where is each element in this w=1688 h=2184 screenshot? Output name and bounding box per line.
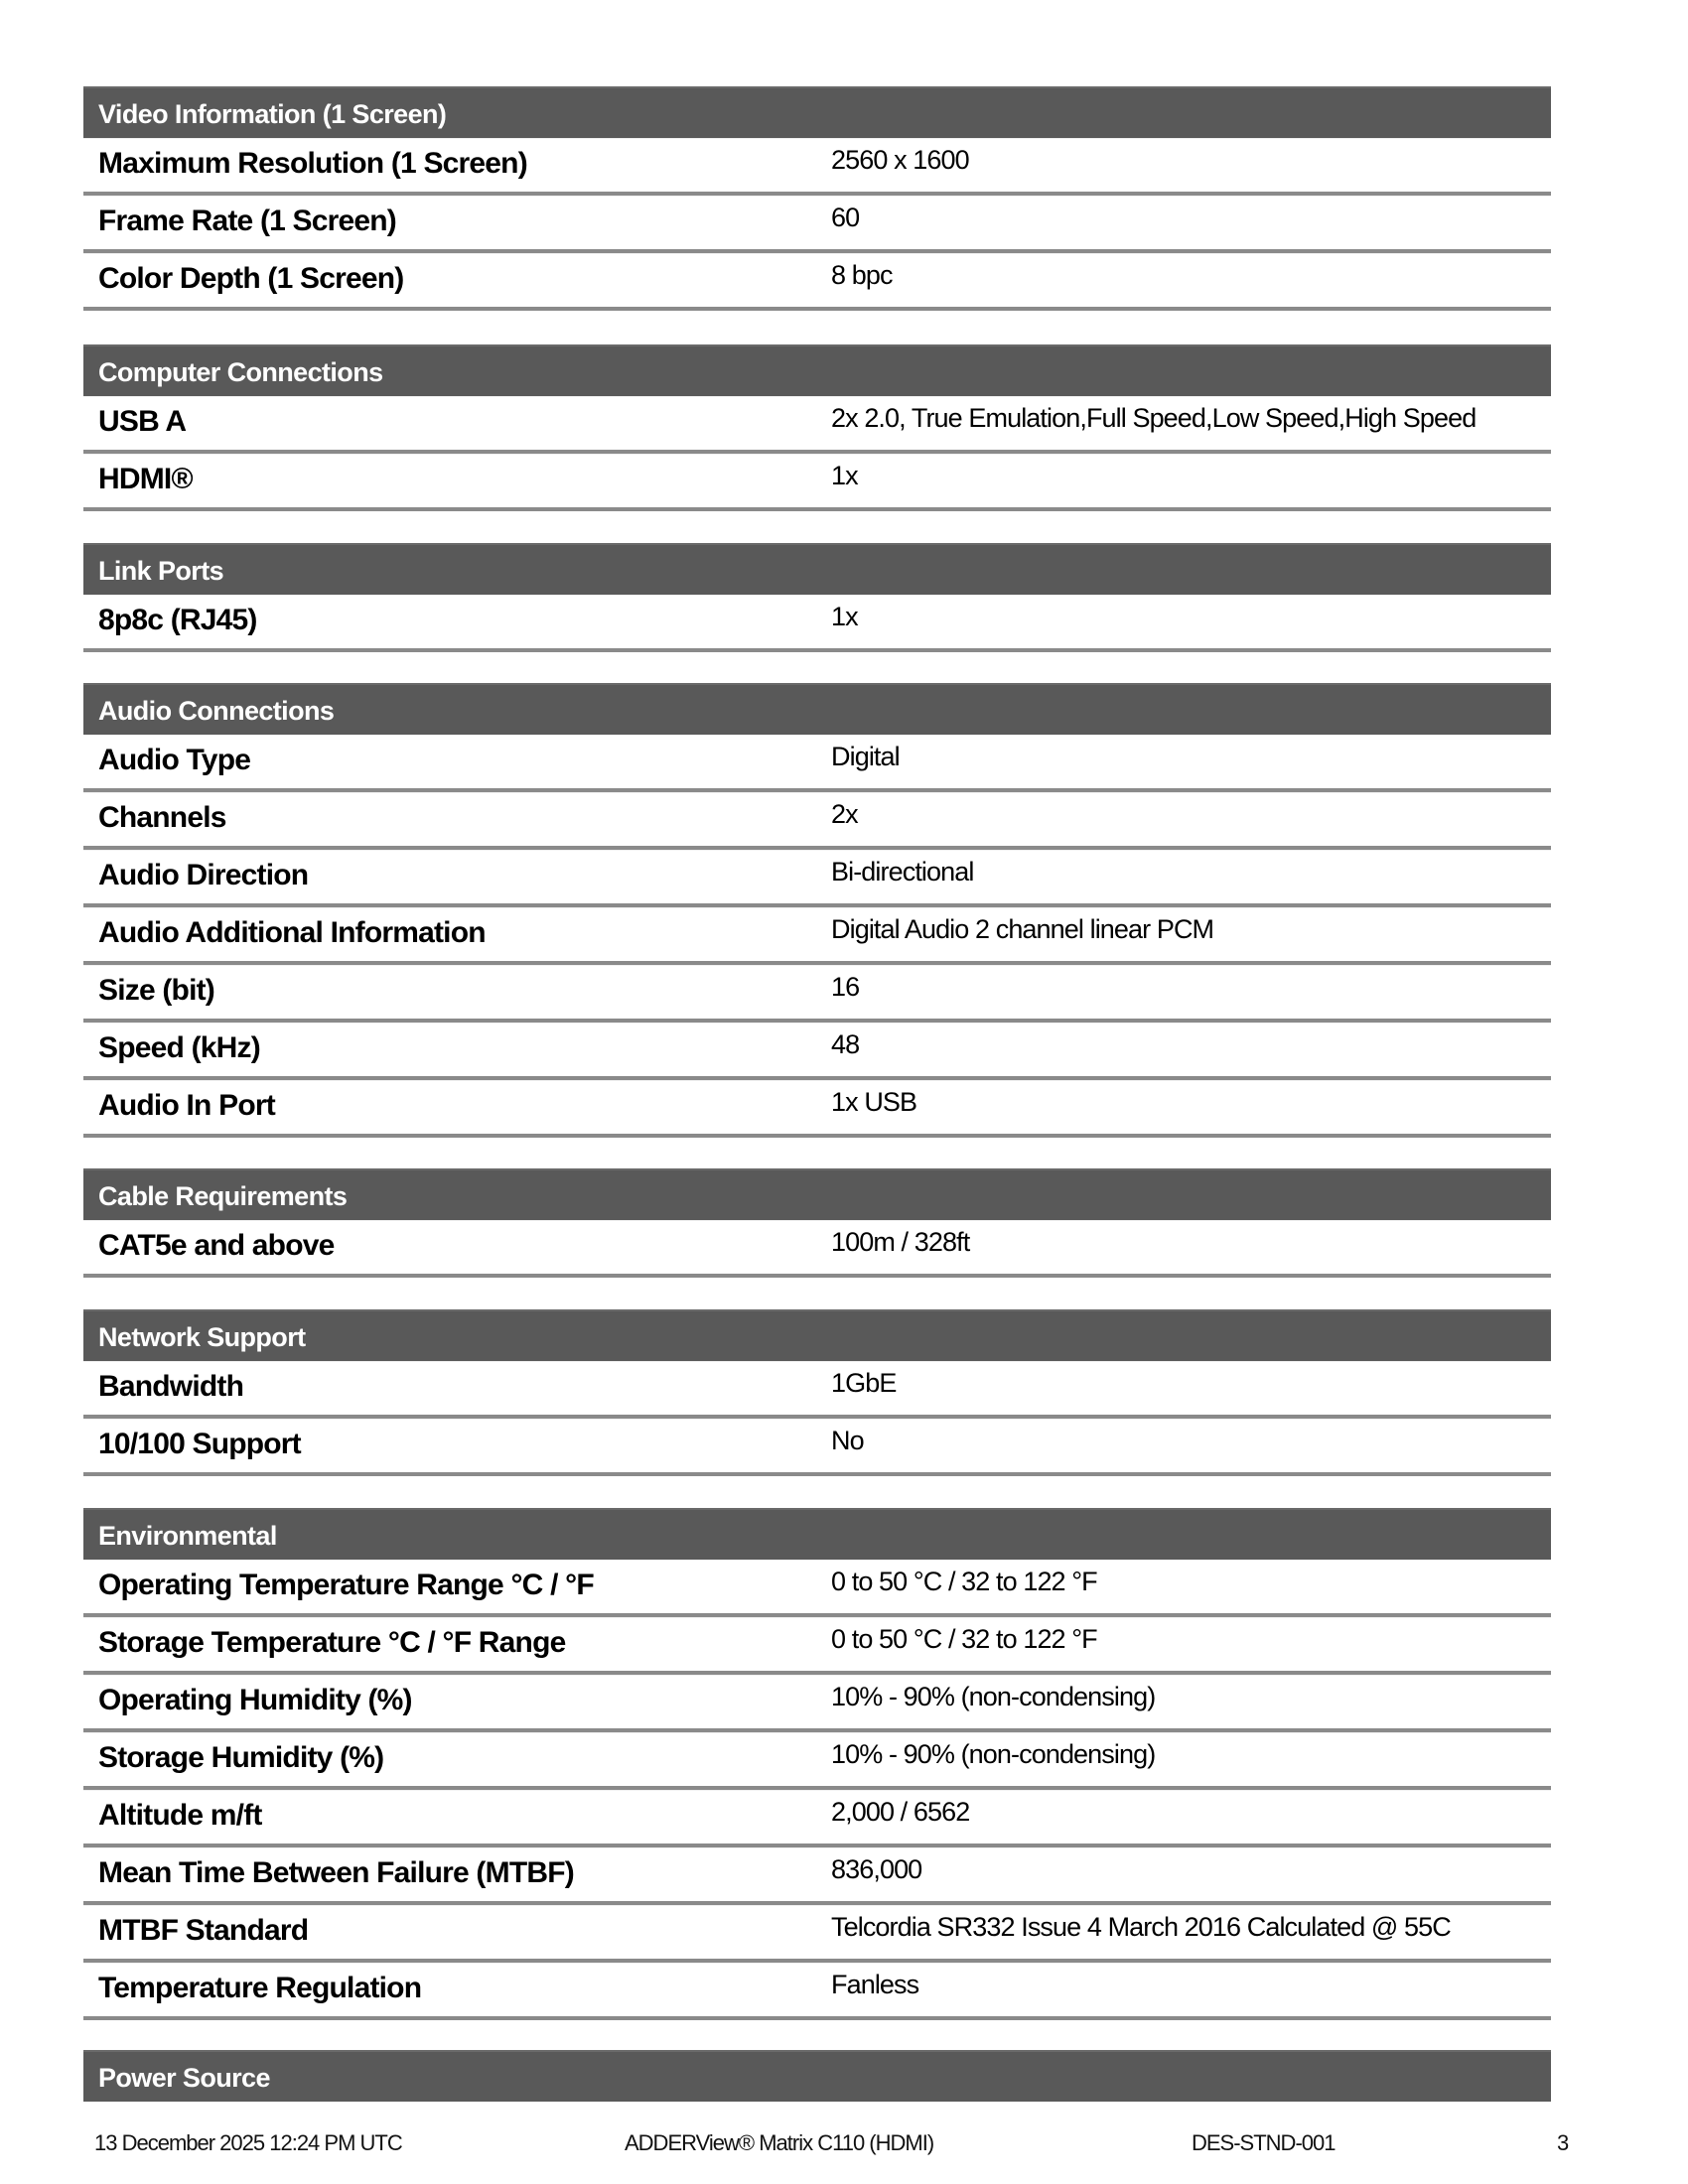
section-header: Cable Requirements [83, 1168, 1551, 1220]
spec-value: 48 [831, 1029, 860, 1059]
section-header: Link Ports [83, 543, 1551, 595]
spec-value: Fanless [831, 1970, 919, 1999]
spec-value: No [831, 1426, 864, 1455]
spec-label: 10/100 Support [98, 1428, 301, 1460]
spec-value: 1x [831, 602, 858, 631]
section-power-source [83, 2050, 1551, 2102]
spec-label: CAT5e and above [98, 1229, 335, 1262]
spec-row [83, 1675, 1551, 1732]
spec-row [83, 1560, 1551, 1617]
spec-value: 1x [831, 461, 858, 490]
spec-label: Bandwidth [98, 1370, 244, 1403]
spec-label: Temperature Regulation [98, 1972, 422, 2004]
section-audio-connections [83, 683, 1551, 1138]
spec-label: Size (bit) [98, 974, 214, 1007]
footer-page-number: 3 [1557, 2130, 1569, 2155]
spec-label: Frame Rate (1 Screen) [98, 205, 397, 237]
spec-value: 1x USB [831, 1087, 917, 1117]
spec-row [83, 1963, 1551, 2020]
section-header: Audio Connections [83, 683, 1551, 735]
footer-product: ADDERView® Matrix C110 (HDMI) [625, 2130, 934, 2155]
spec-value: Telcordia SR332 Issue 4 March 2016 Calculated @ 55C [831, 1912, 1451, 1942]
spec-row [83, 1361, 1551, 1419]
section-video-information-1-screen [83, 86, 1551, 311]
section-computer-connections [83, 344, 1551, 511]
spec-row [83, 1080, 1551, 1138]
spec-row [83, 138, 1551, 196]
spec-value: 100m / 328ft [831, 1227, 970, 1257]
spec-label: Operating Humidity (%) [98, 1684, 412, 1716]
spec-label: Operating Temperature Range °C / °F [98, 1569, 594, 1601]
spec-row [83, 595, 1551, 652]
spec-row [83, 907, 1551, 965]
spec-value: Digital Audio 2 channel linear PCM [831, 914, 1214, 944]
spec-label: Color Depth (1 Screen) [98, 262, 404, 295]
spec-value: Bi-directional [831, 857, 974, 887]
spec-row [83, 735, 1551, 792]
spec-row [83, 1220, 1551, 1278]
spec-value: 0 to 50 °C / 32 to 122 °F [831, 1567, 1097, 1596]
spec-row [83, 454, 1551, 511]
section-network-support [83, 1309, 1551, 1476]
spec-row [83, 965, 1551, 1023]
spec-label: Audio Additional Information [98, 916, 486, 949]
section-header: Video Information (1 Screen) [83, 86, 1551, 138]
spec-row [83, 396, 1551, 454]
spec-value: 8 bpc [831, 260, 893, 290]
spec-value: 2x [831, 799, 858, 829]
spec-row [83, 792, 1551, 850]
footer-date: 13 December 2025 12:24 PM UTC [94, 2130, 402, 2155]
spec-value: 2560 x 1600 [831, 145, 969, 175]
spec-row [83, 1905, 1551, 1963]
spec-value: 2,000 / 6562 [831, 1797, 970, 1827]
footer-doc-id: DES-STND-001 [1192, 2130, 1336, 2155]
spec-row [83, 850, 1551, 907]
spec-value: 2x 2.0, True Emulation,Full Speed,Low Speed,High Speed [831, 403, 1477, 433]
spec-value: 16 [831, 972, 860, 1002]
spec-row [83, 196, 1551, 253]
spec-label: Altitude m/ft [98, 1799, 262, 1832]
spec-label: 8p8c (RJ45) [98, 604, 257, 636]
section-header: Environmental [83, 1508, 1551, 1560]
section-environmental [83, 1508, 1551, 2020]
spec-row [83, 1023, 1551, 1080]
spec-label: Storage Temperature °C / °F Range [98, 1626, 566, 1659]
spec-value: Digital [831, 742, 900, 771]
spec-row [83, 1847, 1551, 1905]
spec-label: Audio Type [98, 744, 251, 776]
section-cable-requirements [83, 1168, 1551, 1278]
spec-row [83, 1732, 1551, 1790]
spec-label: MTBF Standard [98, 1914, 309, 1947]
spec-value: 0 to 50 °C / 32 to 122 °F [831, 1624, 1097, 1654]
spec-row [83, 253, 1551, 311]
spec-row [83, 1419, 1551, 1476]
spec-row [83, 1617, 1551, 1675]
section-header: Computer Connections [83, 344, 1551, 396]
section-header: Network Support [83, 1309, 1551, 1361]
section-link-ports [83, 543, 1551, 652]
spec-value: 10% - 90% (non-condensing) [831, 1739, 1156, 1769]
spec-label: HDMI® [98, 463, 193, 495]
spec-value: 836,000 [831, 1854, 922, 1884]
spec-value: 1GbE [831, 1368, 897, 1398]
spec-label: Maximum Resolution (1 Screen) [98, 147, 527, 180]
spec-value: 10% - 90% (non-condensing) [831, 1682, 1156, 1711]
spec-label: Mean Time Between Failure (MTBF) [98, 1856, 574, 1889]
spec-row [83, 1790, 1551, 1847]
spec-label: Audio In Port [98, 1089, 275, 1122]
spec-label: Audio Direction [98, 859, 309, 891]
spec-label: Speed (kHz) [98, 1031, 260, 1064]
spec-label: USB A [98, 405, 187, 438]
spec-value: 60 [831, 203, 860, 232]
spec-label: Channels [98, 801, 226, 834]
spec-label: Storage Humidity (%) [98, 1741, 384, 1774]
section-header: Power Source [83, 2050, 1551, 2102]
